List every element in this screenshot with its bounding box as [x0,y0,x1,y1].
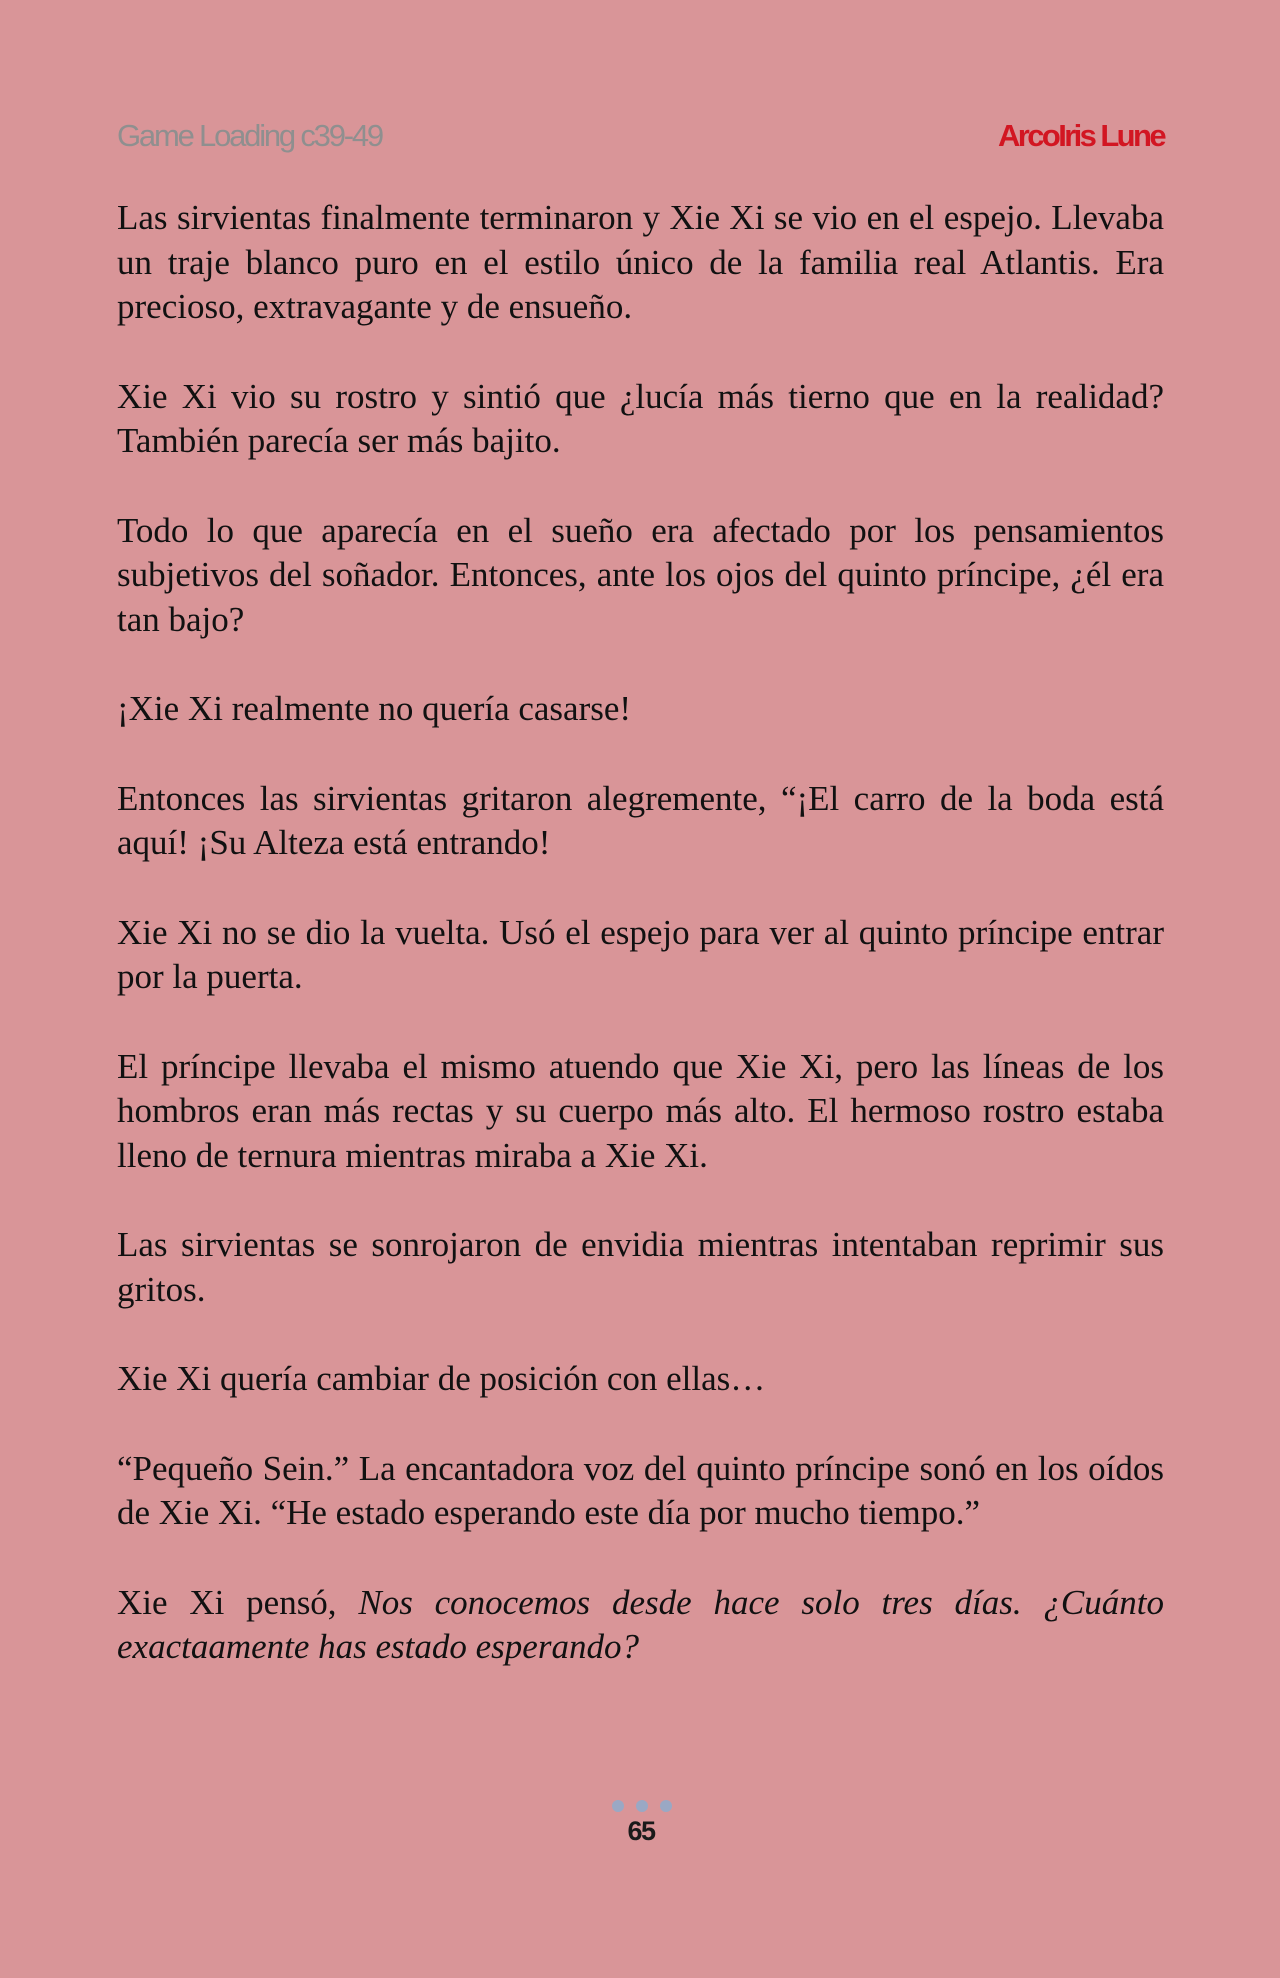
ornament-dots [4,1800,1280,1814]
paragraph-1: Las sirvientas finalmente terminaron y Xie Xi se vio en el espejo. Llevaba un traje blanco puro en el estilo único de la familia real Atlantis. Era precioso, extravagante y de ensueño. [117,198,1164,326]
page-header [117,118,1164,160]
book-title: Game Loading c39-49 [117,118,382,153]
paragraph-4: ¡Xie Xi realmente no quería casarse! [117,689,632,728]
page-number: 65 [627,1816,655,1846]
paragraph-6: Xie Xi no se dio la vuelta. Usó el espejo para ver al quinto príncipe entrar por la puerta. [117,912,1164,996]
paragraph-10: “Pequeño Sein.” La encantadora voz del quinto príncipe sonó en los oídos de Xie Xi. “He estado esperando este día por mucho tiempo.” [117,1448,1164,1532]
paragraph-8: Las sirvientas se sonrojaron de envidia mientras intentaban reprimir sus gritos. [117,1225,1164,1309]
paragraph-11 [117,1581,1164,1670]
dot-icon [660,1800,672,1812]
paragraph-11-thought: Nos conocemos desde hace solo tres días. ¿Cuánto exactaamente has estado esperando? [117,1582,1164,1666]
paragraph-11-lead: Xie Xi pensó, [117,1582,359,1622]
paragraph-3: Todo lo que aparecía en el sueño era afectado por los pensamientos subjetivos del soñador. Entonces, ante los ojos del quinto príncipe, ¿él era tan bajo? [117,510,1164,639]
dot-icon [636,1800,648,1812]
paragraph-9: Xie Xi quería cambiar de posición con ellas… [117,1359,766,1398]
paragraph-5: Entonces las sirvientas gritaron alegremente, “¡El carro de la boda está aquí! ¡Su Alteza está entrando! [117,778,1164,862]
paragraph-7: El príncipe llevaba el mismo atuendo que Xie Xi, pero las líneas de los hombros eran más rectas y su cuerpo más alto. El hermoso rostro estaba lleno de ternura mientras miraba a Xie Xi. [117,1046,1164,1175]
paragraph-2: Xie Xi vio su rostro y sintió que ¿lucía más tierno que en la realidad? También parecía ser más bajito. [117,376,1164,460]
dot-icon [612,1800,624,1812]
page-footer [0,1800,1280,1847]
author-name: ArcoIris Lune [997,118,1164,153]
page-body [117,196,1164,1715]
